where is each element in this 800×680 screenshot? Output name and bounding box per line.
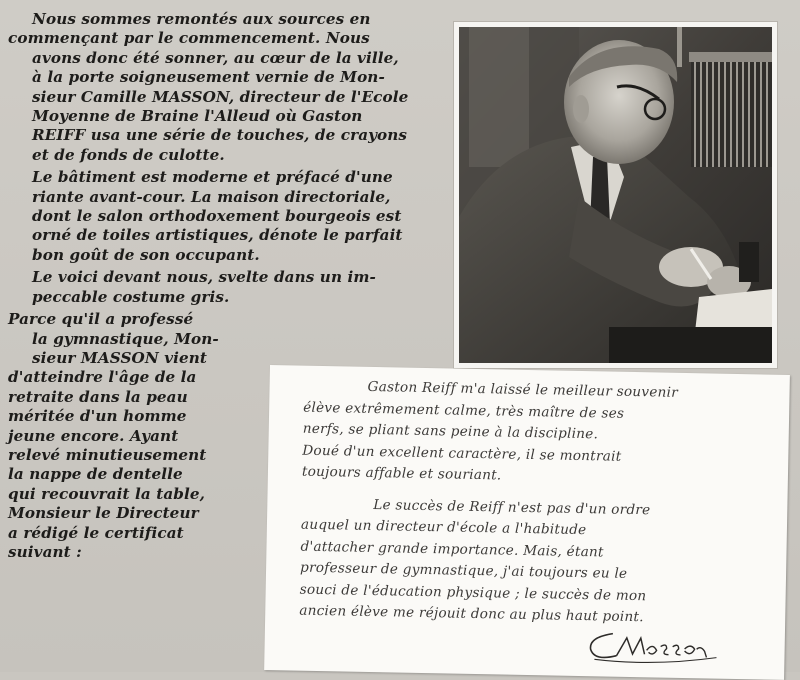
text-line: commençant par le commencement. Nous [8,29,370,48]
text-line: Monsieur le Directeur [8,504,199,523]
text-line: la nappe de dentelle [8,465,183,484]
handwritten-line: Doué d'un excellent caractère, il se montrait [302,442,622,465]
text-line: riante avant-cour. La maison directoriale, [32,187,391,206]
text-line: relevé minutieusement [8,445,207,464]
text-line: Moyenne de Braine l'Alleud où Gaston [32,107,363,126]
text-line: jeune encore. Ayant [8,426,179,445]
text-line: bon goût de son occupant. [32,245,260,264]
handwritten-line: souci de l'éducation physique ; le succès de mon [299,581,647,604]
text-line: Le bâtiment est moderne et préfacé d'une [32,168,393,187]
text-line: et de fonds de culotte. [32,145,225,164]
handwritten-line: toujours affable et souriant. [301,463,502,484]
handwritten-line: d'attacher grande importance. Mais, étant [300,538,604,560]
handwritten-line: élève extrêmement calme, très maître de ses [303,399,625,422]
handwritten-line: ancien élève me réjouit donc au plus haut point. [299,602,644,626]
text-line: avons donc été sonner, au cœur de la ville, [32,48,399,67]
text-line: d'atteindre l'âge de la [8,368,197,387]
handwritten-line: professeur de gymnastique, j'ai toujours eu le [299,559,628,582]
text-line: retraite dans la peau [8,387,188,406]
article-paragraph-2 [8,168,440,265]
text-line: REIFF usa une série de touches, de crayons [32,126,408,145]
text-line: peccable costume gris. [32,287,230,306]
article-paragraph-1 [8,10,440,165]
certificate-text [299,376,784,632]
text-line: sieur Camille MASSON, directeur de l'Ecole [32,87,409,106]
text-line: dont le salon orthodoxement bourgeois est [32,207,402,226]
text-line: méritée d'un homme [8,407,187,426]
text-line: la gymnastique, Mon- [32,329,219,348]
handwritten-line: auquel un directeur d'école a l'habitude [300,516,587,539]
handwritten-line: Gaston Reiff m'a laissé le meilleur souvenir [367,378,679,401]
handwritten-line: nerfs, se pliant sans peine à la discipline. [302,420,599,443]
text-line: qui recouvrait la table, [8,484,206,503]
article-paragraph-4 [8,310,240,562]
text-line: a rédigé le certificat [8,523,184,542]
text-line: orné de toiles artistiques, dénote le parfait [32,226,403,245]
text-line: Nous sommes remontés aux sources en [32,10,371,28]
text-line: suivant : [8,542,82,561]
text-line: sieur MASSON vient [32,348,208,367]
man-writing-photo-image [459,27,772,363]
handwritten-certificate [264,365,790,680]
article-paragraph-3 [8,268,440,307]
handwritten-line: Le succès de Reiff n'est pas d'un ordre [373,496,651,518]
text-line: à la porte soigneusement vernie de Mon- [32,68,385,87]
masson-signature [582,619,723,668]
portrait-photo [454,22,777,368]
text-line: Parce qu'il a professé [8,310,194,329]
text-line: Le voici devant nous, svelte dans un im- [32,268,376,287]
